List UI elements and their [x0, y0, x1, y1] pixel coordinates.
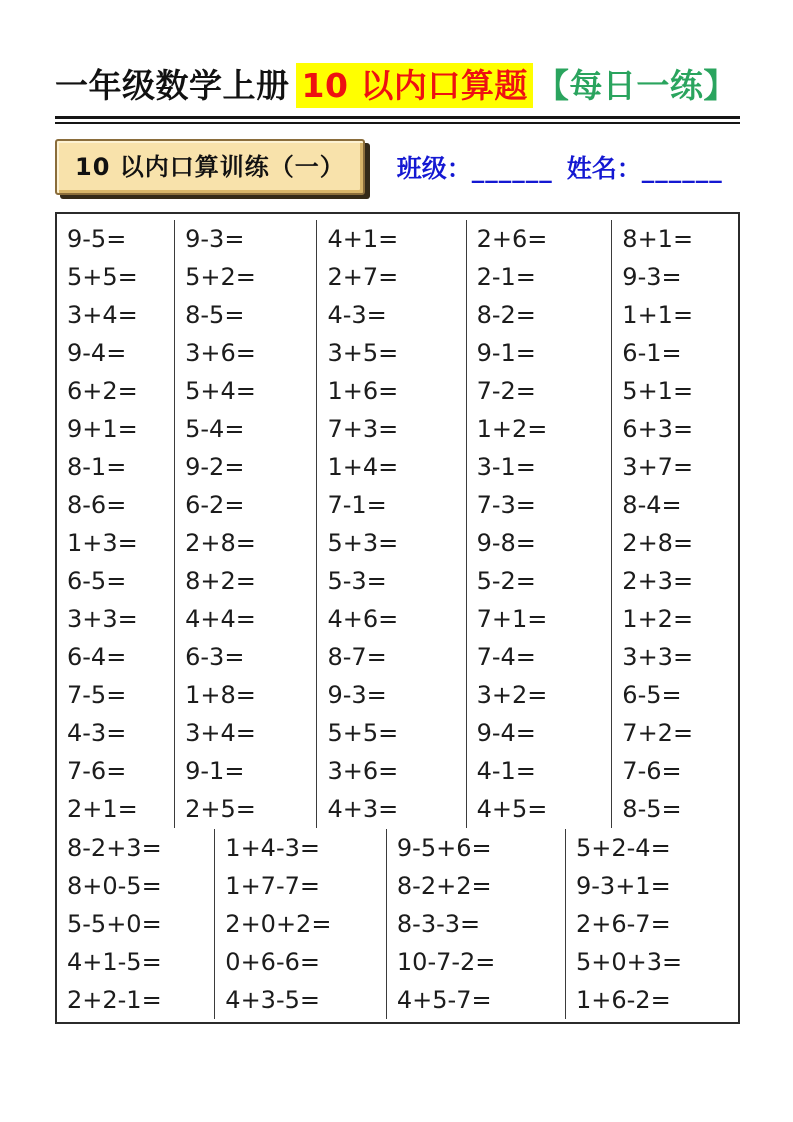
single-step-column: [57, 220, 174, 828]
multi-step-column: [386, 829, 565, 1019]
title-suffix: 【每日一练】: [535, 66, 737, 105]
problem-cell: 9-3=: [622, 263, 682, 291]
problem-cell: 4+5-7=: [396, 986, 492, 1014]
problem-cell: 5-3=: [327, 567, 387, 595]
problem-cell: 7+1=: [476, 605, 548, 633]
problem-cell: 8-2+2=: [396, 872, 492, 900]
problem-cell: 2+0+2=: [225, 910, 332, 938]
problem-cell: 7-2=: [476, 377, 536, 405]
problem-cell: 3+4=: [185, 719, 256, 747]
problem-cell: 6+3=: [622, 415, 694, 443]
problem-cell: 9+1=: [67, 415, 138, 443]
problem-cell: 5+4=: [185, 377, 256, 405]
problem-cell: 4-3=: [67, 719, 127, 747]
problem-cell: 5+5=: [67, 263, 138, 291]
problem-cell: 9-3=: [185, 225, 245, 253]
problems-table: [55, 212, 740, 1024]
problem-cell: 5+2=: [185, 263, 256, 291]
problem-cell: 9-3+1=: [576, 872, 671, 900]
single-step-column: [316, 220, 465, 828]
problem-cell: 3+6=: [185, 339, 256, 367]
problem-cell: 8+0-5=: [67, 872, 162, 900]
problem-cell: 2+2-1=: [67, 986, 162, 1014]
problem-cell: 3+4=: [67, 301, 138, 329]
problem-cell: 9-5+6=: [396, 834, 492, 862]
problem-cell: 5+2-4=: [576, 834, 671, 862]
problem-cell: 8-2=: [476, 301, 536, 329]
problem-cell: 8-5=: [185, 301, 245, 329]
class-label: 班级：: [396, 154, 472, 183]
subheader: [55, 138, 740, 196]
problem-cell: 8-4=: [622, 491, 682, 519]
problem-cell: 9-5=: [67, 225, 127, 253]
problem-cell: 8-6=: [67, 491, 127, 519]
title-divider: [55, 116, 740, 124]
problem-cell: 1+1=: [622, 301, 694, 329]
problem-cell: 5+0+3=: [576, 948, 683, 976]
problem-cell: 3-1=: [476, 453, 536, 481]
problem-cell: 1+4-3=: [225, 834, 320, 862]
problem-cell: 9-3=: [327, 681, 387, 709]
problem-cell: 7-6=: [622, 757, 682, 785]
problem-cell: 1+6-2=: [576, 986, 671, 1014]
problem-cell: 4-1=: [476, 757, 536, 785]
title-highlight: 10 以内口算题: [296, 63, 533, 108]
problem-cell: 5+5=: [327, 719, 399, 747]
problem-cell: 8-7=: [327, 643, 387, 671]
problem-cell: 0+6-6=: [225, 948, 320, 976]
problem-cell: 2-1=: [476, 263, 536, 291]
problem-cell: 3+3=: [67, 605, 138, 633]
problem-cell: 8+1=: [622, 225, 694, 253]
problem-cell: 9-8=: [476, 529, 536, 557]
problem-cell: 6-2=: [185, 491, 245, 519]
single-step-column: [611, 220, 738, 828]
problem-cell: 7-3=: [476, 491, 536, 519]
problem-cell: 2+6-7=: [576, 910, 671, 938]
problem-cell: 4+5=: [476, 795, 548, 823]
problem-cell: 1+3=: [67, 529, 138, 557]
problem-cell: 4+6=: [327, 605, 399, 633]
problem-cell: 9-4=: [476, 719, 536, 747]
problem-cell: 5-4=: [185, 415, 245, 443]
problem-cell: 8-2+3=: [67, 834, 162, 862]
problem-cell: 9-2=: [185, 453, 245, 481]
problem-cell: 2+5=: [185, 795, 256, 823]
problem-cell: 4+4=: [185, 605, 256, 633]
student-info-line: [397, 149, 737, 185]
problem-cell: 9-4=: [67, 339, 127, 367]
problem-cell: 1+8=: [185, 681, 256, 709]
problem-cell: 5+3=: [327, 529, 399, 557]
worksheet-title-button: 10 以内口算训练（一）: [55, 139, 365, 195]
problem-cell: 2+6=: [476, 225, 548, 253]
problem-cell: 1+4=: [327, 453, 399, 481]
problem-cell: 6-5=: [67, 567, 127, 595]
multi-step-column: [214, 829, 386, 1019]
problem-cell: 1+6=: [327, 377, 399, 405]
problem-cell: 4+1=: [327, 225, 399, 253]
multi-step-column: [57, 829, 214, 1019]
problem-cell: 8-3-3=: [396, 910, 481, 938]
problem-cell: 3+7=: [622, 453, 694, 481]
problem-cell: 7+3=: [327, 415, 399, 443]
problem-cell: 3+6=: [327, 757, 399, 785]
problem-cell: 8-5=: [622, 795, 682, 823]
problem-cell: 5-2=: [476, 567, 536, 595]
problem-cell: 4+3-5=: [225, 986, 320, 1014]
problem-cell: 4+3=: [327, 795, 399, 823]
problem-cell: 1+2=: [476, 415, 548, 443]
problem-cell: 3+2=: [476, 681, 548, 709]
problem-cell: 4+1-5=: [67, 948, 162, 976]
class-blank-field[interactable]: ______: [471, 154, 553, 183]
page-title: [55, 60, 740, 107]
name-label: 姓名：: [566, 154, 642, 183]
problem-cell: 7-4=: [476, 643, 536, 671]
problem-cell: 5-5+0=: [67, 910, 162, 938]
problem-cell: 3+5=: [327, 339, 399, 367]
problem-cell: 2+7=: [327, 263, 399, 291]
problem-cell: 5+1=: [622, 377, 694, 405]
problem-cell: 8-1=: [67, 453, 127, 481]
problem-cell: 4-3=: [327, 301, 387, 329]
problem-cell: 1+2=: [622, 605, 694, 633]
name-blank-field[interactable]: ______: [641, 154, 723, 183]
problem-cell: 6-5=: [622, 681, 682, 709]
problem-cell: 2+8=: [622, 529, 694, 557]
problem-cell: 9-1=: [185, 757, 245, 785]
multi-step-column: [565, 829, 738, 1019]
problem-cell: 6+2=: [67, 377, 138, 405]
problem-cell: 8+2=: [185, 567, 256, 595]
problem-cell: 6-4=: [67, 643, 127, 671]
single-step-column: [466, 220, 612, 828]
problem-cell: 7-1=: [327, 491, 387, 519]
problem-cell: 7-6=: [67, 757, 127, 785]
problem-cell: 2+1=: [67, 795, 138, 823]
single-step-column: [174, 220, 316, 828]
problem-cell: 2+8=: [185, 529, 256, 557]
multi-step-section: [57, 828, 738, 1022]
single-step-section: [57, 214, 738, 828]
problem-cell: 1+7-7=: [225, 872, 320, 900]
problem-cell: 7-5=: [67, 681, 127, 709]
title-prefix: 一年级数学上册: [55, 66, 290, 105]
problem-cell: 6-3=: [185, 643, 245, 671]
problem-cell: 3+3=: [622, 643, 694, 671]
problem-cell: 6-1=: [622, 339, 682, 367]
problem-cell: 10-7-2=: [396, 948, 496, 976]
problem-cell: 7+2=: [622, 719, 694, 747]
problem-cell: 9-1=: [476, 339, 536, 367]
problem-cell: 2+3=: [622, 567, 694, 595]
